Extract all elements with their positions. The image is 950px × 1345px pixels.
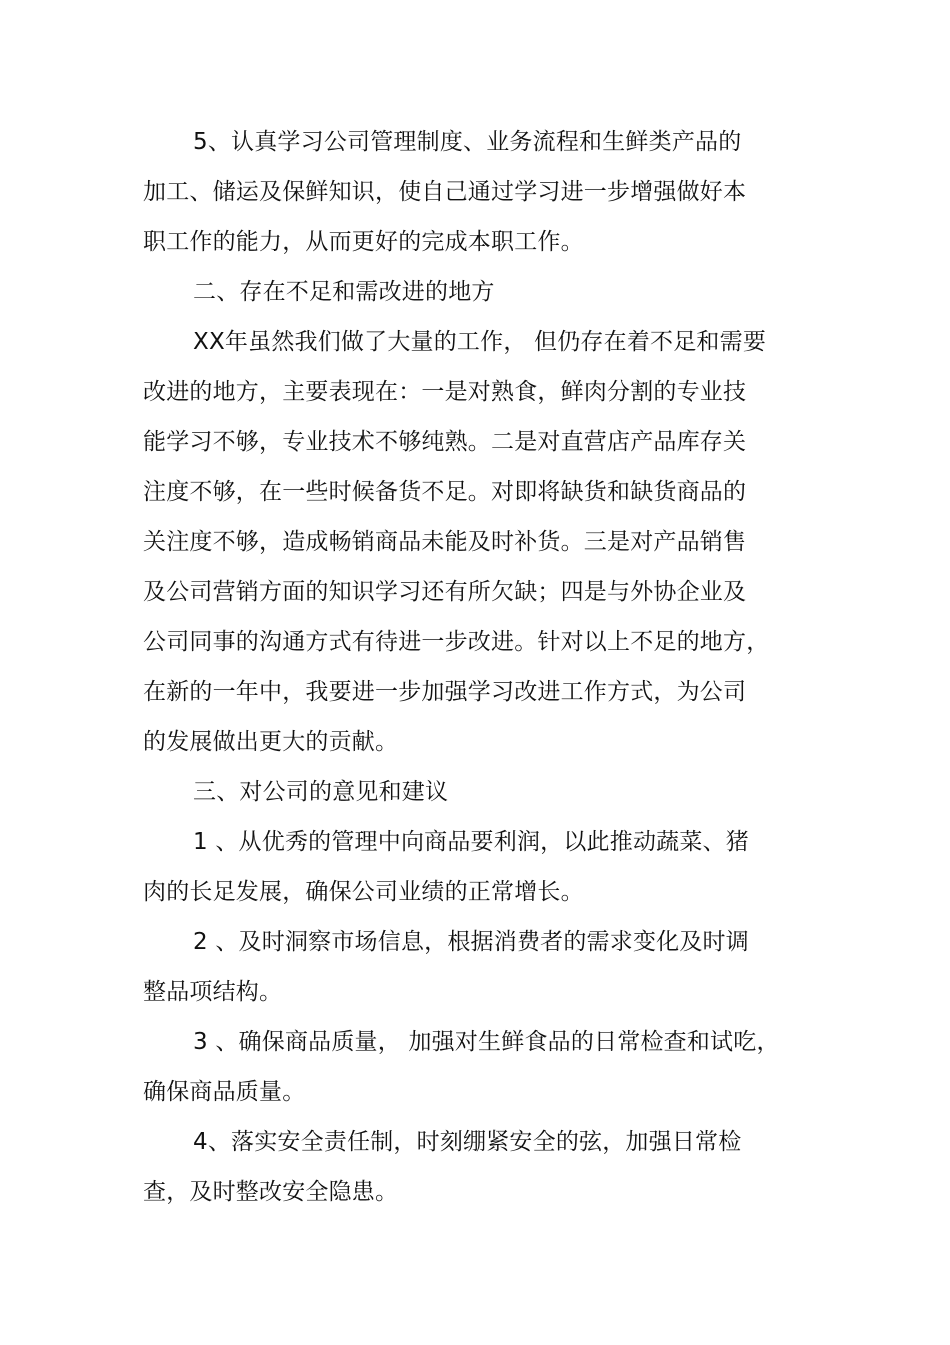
shortcomings-line-8: 在新的一年中，我要进一步加强学习改进工作方式，为公司 [143, 679, 747, 705]
shortcomings-line-5: 关注度不够，造成畅销商品未能及时补货。三是对产品销售 [143, 529, 747, 555]
shortcomings-line-6: 及公司营销方面的知识学习还有所欠缺；四是与外协企业及 [143, 579, 747, 605]
suggestion-3-line-2: 确保商品质量。 [143, 1079, 306, 1105]
suggestion-2-line-2: 整品项结构。 [143, 979, 283, 1005]
shortcomings-line-2: 改进的地方，主要表现在：一是对熟食，鲜肉分割的专业技 [143, 379, 747, 405]
shortcomings-line-4: 注度不够，在一些时候备货不足。对即将缺货和缺货商品的 [143, 479, 747, 505]
shortcomings-line-1: XX年虽然我们做了大量的工作， 但仍存在着不足和需要 [193, 329, 767, 355]
suggestion-4-line-2: 查，及时整改安全隐患。 [143, 1179, 399, 1205]
suggestion-1-line-2: 肉的长足发展，确保公司业绩的正常增长。 [143, 879, 584, 905]
paragraph-5-line-2: 加工、储运及保鲜知识，使自己通过学习进一步增强做好本 [143, 179, 747, 205]
suggestion-2-line-1: 2 、及时洞察市场信息，根据消费者的需求变化及时调 [193, 929, 749, 955]
shortcomings-line-3: 能学习不够，专业技术不够纯熟。二是对直营店产品库存关 [143, 429, 747, 455]
suggestion-3-line-1: 3 、确保商品质量， 加强对生鲜食品的日常检查和试吃， [193, 1029, 780, 1055]
section-heading-3: 三、对公司的意见和建议 [193, 779, 449, 805]
shortcomings-line-7: 公司同事的沟通方式有待进一步改进。针对以上不足的地方， [143, 629, 770, 655]
suggestion-4-line-1: 4、落实安全责任制，时刻绷紧安全的弦，加强日常检 [193, 1129, 742, 1155]
section-heading-2: 二、存在不足和需改进的地方 [193, 279, 495, 305]
paragraph-5-line-3: 职工作的能力，从而更好的完成本职工作。 [143, 229, 584, 255]
suggestion-1-line-1: 1 、从优秀的管理中向商品要利润，以此推动蔬菜、猪 [193, 829, 749, 855]
shortcomings-line-9: 的发展做出更大的贡献。 [143, 729, 399, 755]
paragraph-5-line-1: 5、认真学习公司管理制度、业务流程和生鲜类产品的 [193, 129, 742, 155]
